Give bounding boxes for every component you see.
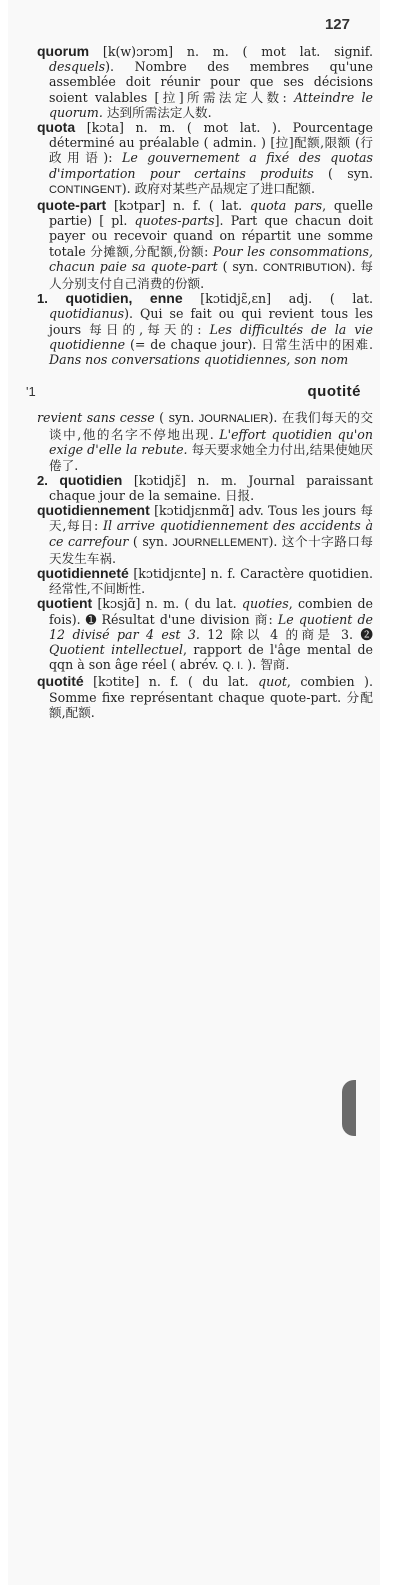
pronunciation: [kɔtpar] [114,198,166,214]
dictionary-page [8,0,380,1585]
entry-quote-part: quote-part [kɔtpar] n. f. ( lat. quota pars, quelle partie) [ pl. quotes-parts]. Part que chacun doit payer ou recevoir quand on répartit une somme totale 分摊额,分配额,份额: Pour les consommations, chacun paie sa quote-part ( syn. CONTRIBUTION). 每人分别支付自己消费的份额. [37,197,374,292]
guide-word: quotité [307,383,361,400]
pronunciation: [kɔsjɑ̃] [97,596,141,612]
entry-quotient: quotient [kɔsjɑ̃] n. m. ( du lat. quoties, combien de fois). ➊ Résultat d'une division 商: Le quotient de 12 divisé par 4 est 3. 12 除以 4 的商是 3. ➋ Quotient intellectuel, rapport de l'âge mental de qqn à son âge réel ( abrév. Q. I. ). 智商. [37,595,374,673]
entry-quotidien-noun: 2. quotidien [kɔtidjɛ̃] n. m. Journal paraissant chaque jour de la semaine. 日报. [37,471,373,504]
pronunciation: [kɔtidjɛnmɑ̃] [154,503,235,519]
margin-mark: '1 [26,384,36,399]
entries-block-bottom [37,410,373,720]
entry-quota: quota [kɔta] n. m. ( mot lat. ). Pourcentage déterminé au préalable ( admin. ) [拉]配额,限额 (行政用语): Le gouvernement a fixé des quotas d'importation pour certains produits ( syn. CONTINGENT). 政府对某些产品规定了进口配额. [37,119,373,196]
headword: quotient [37,595,93,612]
entry-quotidien-adj: 1. quotidien, enne [kɔtidjɛ̃,ɛn] adj. ( lat. quotidianus). Qui se fait ou qui revient tous les jours 每日的,每天的: Les difficultés de la vie quotidienne (= de chaque jour). 日常生活中的困难. Dans nos conversations quotidiennes, son nom [37,290,373,368]
sense-number: 2. [37,472,48,488]
sense-number: 1. [37,291,48,307]
headword: quotidien [59,471,123,488]
thumb-index-tab [342,1080,356,1136]
headword: quote-part [37,197,107,214]
pronunciation: [kɔta] [86,120,124,136]
entry-quorum: quorum [k(w)ɔrɔm] n. m. ( mot lat. signif. desquels). Nombre des membres qu'une assemblée doit réunir pour que ses décisions soient valables [拉]所需法定人数: Atteindre le quorum. 达到所需法定人数. [37,43,373,120]
pronunciation: [k(w)ɔrɔm] [102,44,174,59]
entry-quotidien-continued: revient sans cesse ( syn. JOURNALIER). 在我们每天的交谈中,他的名字不停地出现. L'effort quotidien qu'on exige d'elle la rebute. 每天要求她全力付出,结果使她厌倦了. [37,410,373,473]
headword: quotidien, enne [65,290,183,307]
entry-quotidiennete: quotidienneté [kɔtidjɛnte] n. f. Caractère quotidien. 经常性,不间断性. [37,565,373,597]
headword: quotidiennement [37,502,150,519]
pronunciation: [kɔtidjɛnte] [133,566,207,582]
headword: quotidienneté [37,565,129,582]
headword: quorum [37,43,90,59]
pronunciation: [kɔtidjɛ̃,ɛn] [200,291,272,307]
headword: quotité [37,673,84,690]
headword: quota [37,119,76,136]
entry-quotite: quotité [kɔtite] n. f. ( du lat. quot, combien ). Somme fixe représentant chaque quote-part. 分配额,配额. [37,673,373,720]
page-number: 127 [324,16,350,33]
entry-quotidiennement: quotidiennement [kɔtidjɛnmɑ̃] adv. Tous les jours 每天,每日: Il arrive quotidiennement des accidents à ce carrefour ( syn. JOURNELLEMENT). 这个十字路口每天发生车祸. [37,502,374,566]
entries-block-top [37,44,373,367]
pronunciation: [kɔtidjɛ̃] [133,472,186,488]
pronunciation: [kɔtite] [93,674,140,690]
